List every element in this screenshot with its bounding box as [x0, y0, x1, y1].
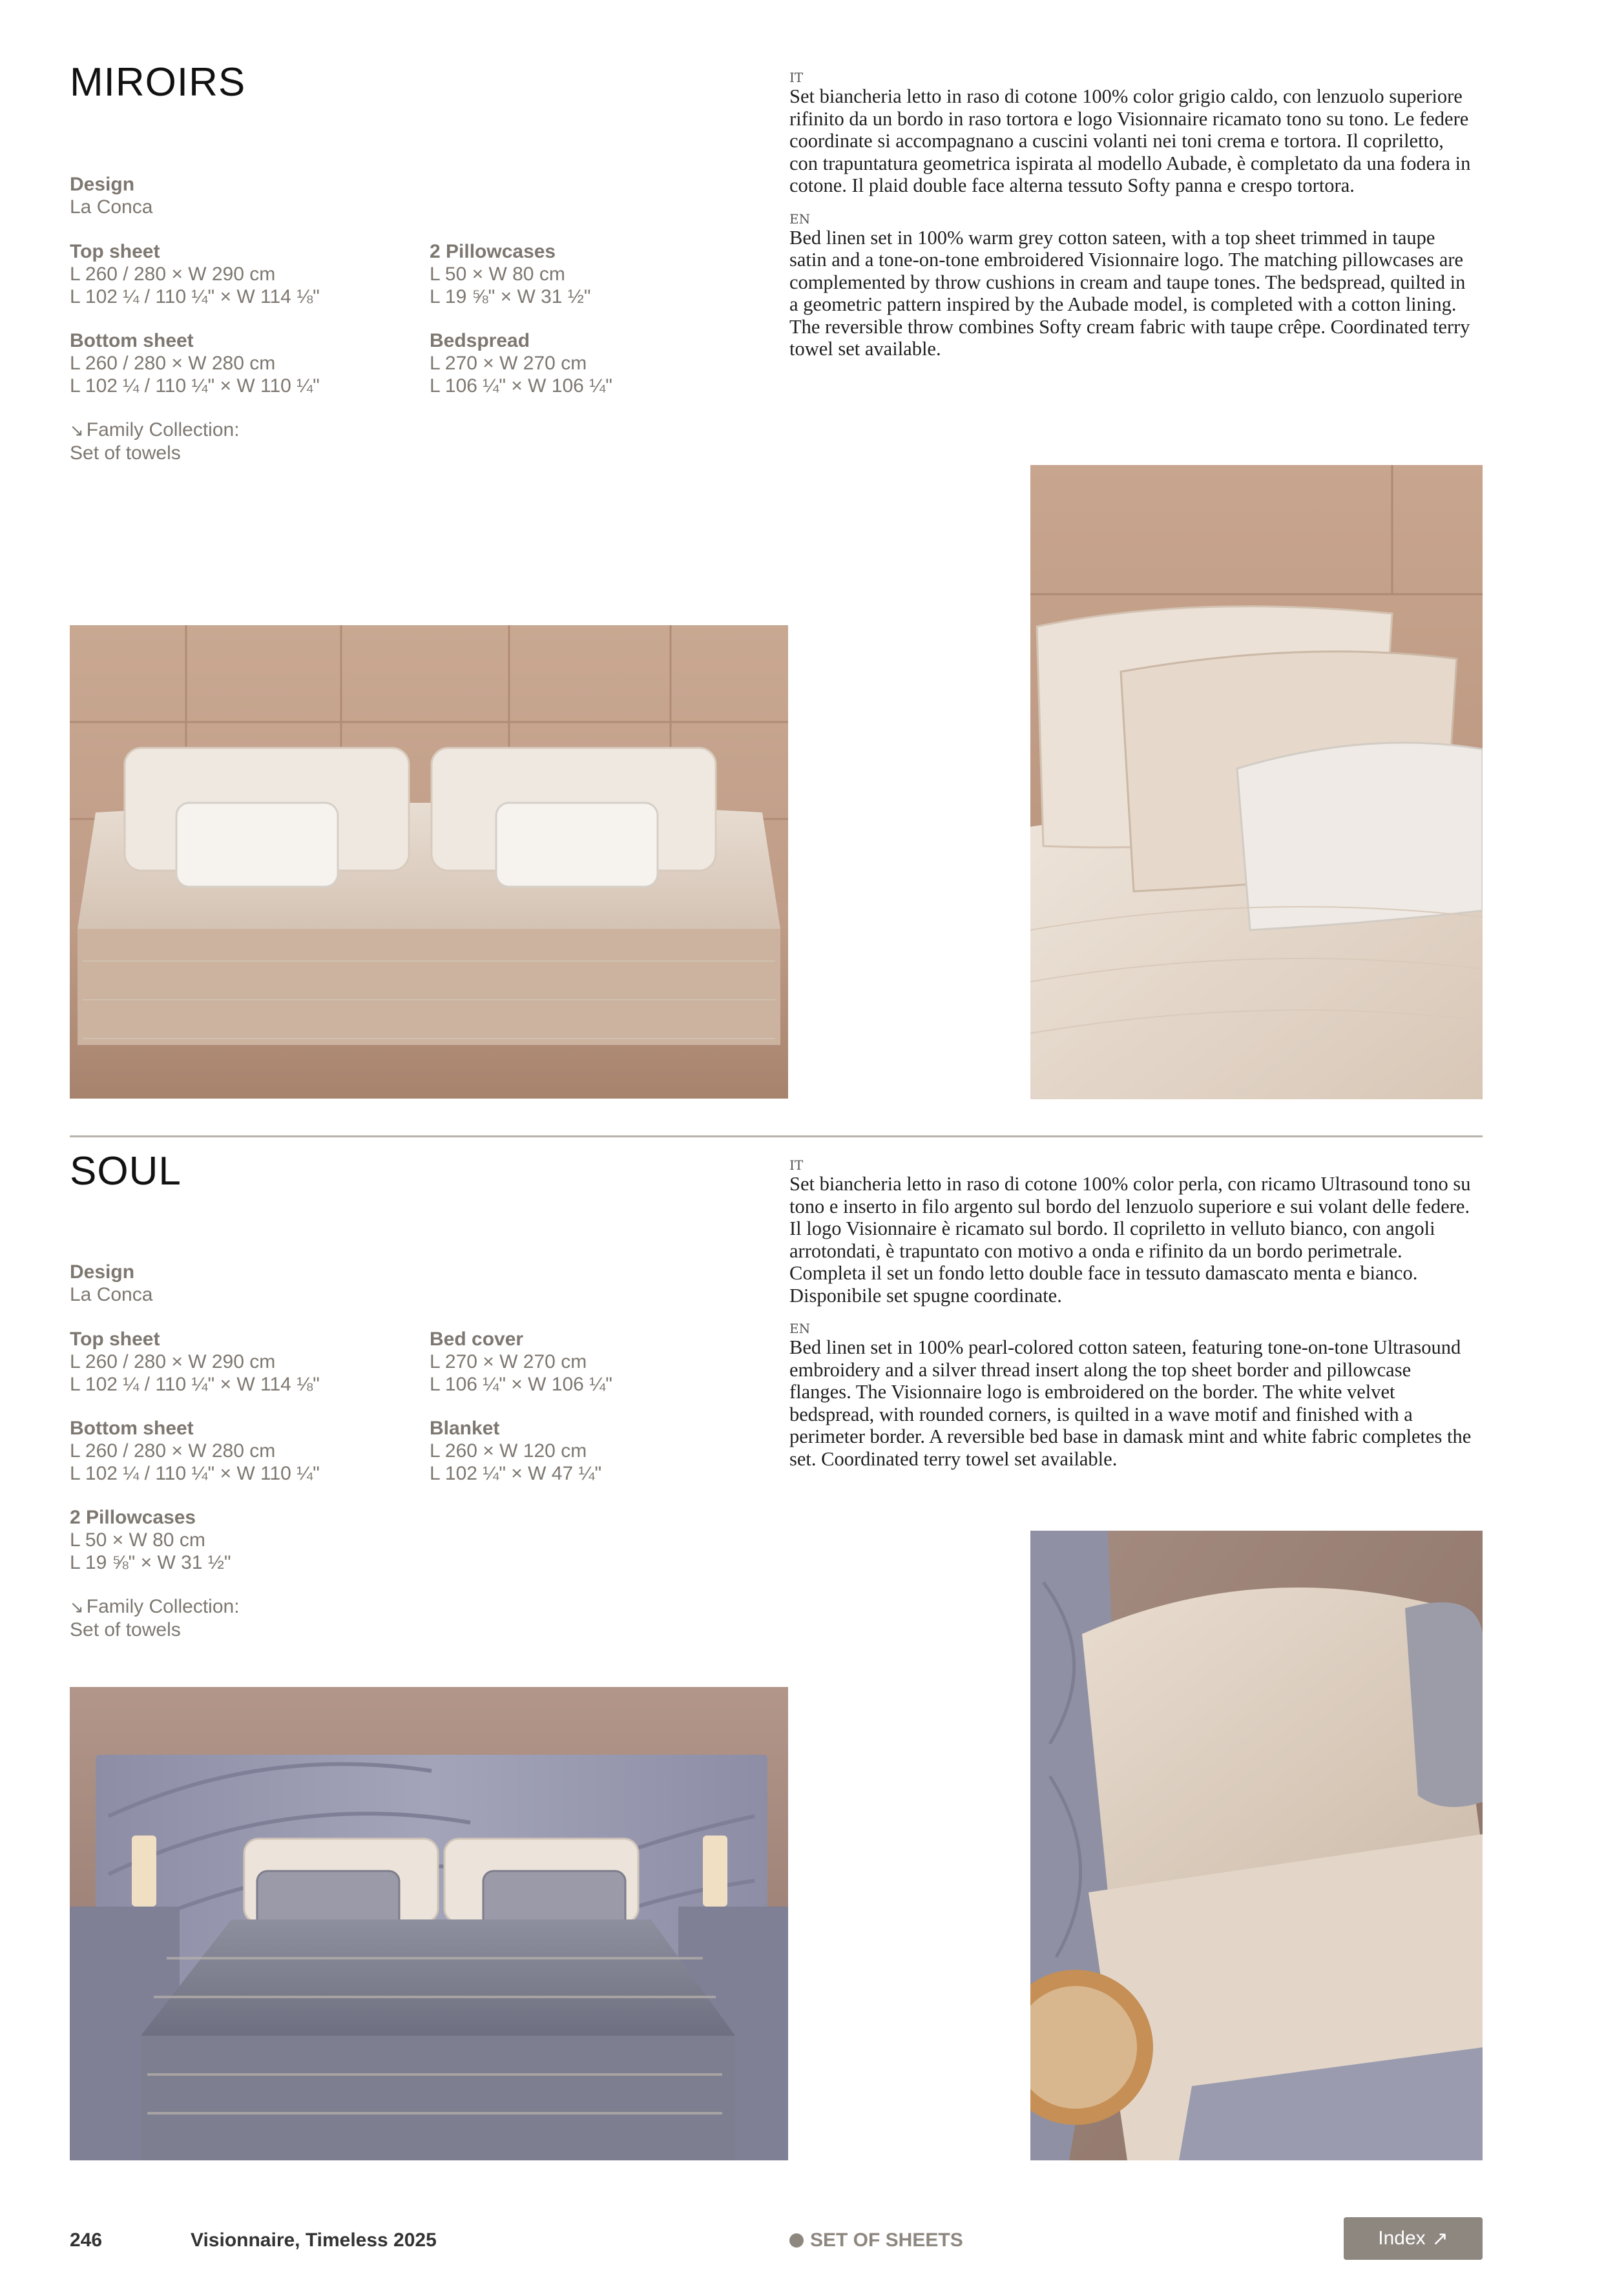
blanket-cm: L 260 × W 120 cm: [430, 1440, 587, 1462]
bed-cover-cm: L 270 × W 270 cm: [430, 1351, 587, 1372]
miroirs-detail-photo: [1030, 465, 1483, 1099]
bed-cover-label: Bed cover: [430, 1329, 524, 1350]
soul-family-collection[interactable]: [70, 1595, 240, 1641]
miroirs-family-collection[interactable]: [70, 419, 240, 464]
soul-bottom-sheet: [70, 1417, 320, 1485]
miroirs-description: [789, 70, 1475, 360]
top-sheet-cm: L 260 / 280 × W 290 cm: [70, 1351, 276, 1372]
bedspread-in: L 106 ¼" × W 106 ¼": [430, 375, 612, 397]
index-label: Index: [1378, 2228, 1426, 2249]
soul-title: SOUL: [70, 1149, 182, 1194]
bottom-sheet-label: Bottom sheet: [70, 1418, 194, 1439]
section-divider: [70, 1135, 1483, 1137]
design-value: La Conca: [70, 1284, 153, 1305]
bullet-dot-icon: [789, 2233, 804, 2248]
bedspread-label: Bedspread: [430, 330, 530, 351]
design-value: La Conca: [70, 196, 153, 218]
pillowcases-in: L 19 ⅝" × W 31 ½": [430, 286, 591, 307]
index-button[interactable]: [1344, 2217, 1483, 2260]
bottom-sheet-cm: L 260 / 280 × W 280 cm: [70, 353, 276, 374]
bottom-sheet-in: L 102 ¼ / 110 ¼" × W 110 ¼": [70, 1463, 320, 1484]
en-tag: EN: [789, 211, 811, 227]
miroirs-bottom-sheet: [70, 329, 320, 397]
arrow-down-right-icon: ↘: [70, 1597, 84, 1617]
family-label: Family Collection:: [86, 1596, 240, 1617]
bedspread-cm: L 270 × W 270 cm: [430, 353, 587, 374]
bottom-sheet-label: Bottom sheet: [70, 330, 194, 351]
en-text: Bed linen set in 100% pearl-colored cotton sateen, featuring tone-on-tone Ultrasound embroidery and a silver thread insert along the top sheet border and pillowcase flanges. The Visionnaire logo is embroidered on the border. The white velvet bedspread, with rounded corners, is quilted in a wave motif and finished with a perimeter border. A reversible bed base in damask mint and white fabric completes the set. Coordinated terry towel set available.: [789, 1336, 1472, 1470]
blanket-label: Blanket: [430, 1418, 500, 1439]
soul-bed-photo: [70, 1687, 788, 2160]
miroirs-bed-photo: [70, 625, 788, 1099]
miroirs-top-sheet: [70, 240, 320, 308]
soul-bed-cover: [430, 1328, 612, 1396]
section-tag[interactable]: [789, 2229, 963, 2251]
it-text: Set biancheria letto in raso di cotone 100% color grigio caldo, con lenzuolo superiore rifinito da un bordo in raso tortora e logo Visionnaire ricamato tono su tono. Le federe coordinate si accompagnano a cuscini volanti nei toni crema e tortora. Il copriletto, con trapuntatura geometrica ispirata al modello Aubade, è completato da una fodera in cotone. Il plaid double face alterna tessuto Softy panna e crespo tortora.: [789, 85, 1471, 196]
pillowcases-cm: L 50 × W 80 cm: [70, 1529, 205, 1551]
page-number: 246: [70, 2229, 103, 2251]
pillowcases-label: 2 Pillowcases: [70, 1507, 196, 1528]
it-tag: IT: [789, 1157, 804, 1173]
top-sheet-label: Top sheet: [70, 241, 160, 262]
top-sheet-label: Top sheet: [70, 1329, 160, 1350]
miroirs-title: MIROIRS: [70, 60, 246, 105]
miroirs-bedspread: [430, 329, 612, 397]
pillowcases-cm: L 50 × W 80 cm: [430, 264, 565, 285]
soul-design-block: [70, 1261, 152, 1306]
miroirs-design-block: [70, 173, 152, 218]
blanket-in: L 102 ¼" × W 47 ¼": [430, 1463, 602, 1484]
arrow-up-right-icon: ↗: [1432, 2228, 1448, 2249]
it-tag: IT: [789, 70, 804, 85]
pillowcases-in: L 19 ⅝" × W 31 ½": [70, 1552, 231, 1573]
miroirs-pillowcases: [430, 240, 591, 308]
design-label: Design: [70, 174, 135, 195]
pillowcases-label: 2 Pillowcases: [430, 241, 556, 262]
it-text: Set biancheria letto in raso di cotone 100% color perla, con ricamo Ultrasound tono su tono e inserto in filo argento sul bordo del lenzuolo superiore e sui volant delle federe. Il logo Visionnaire è ricamato sul bordo. Il copriletto in velluto bianco, con angoli arrotondati, è trapuntato con motivo a onda e rifinito da un bordo perimetrale. Completa il set un fondo letto double face in tessuto damascato menta e bianco. Disponibile set spugne coordinate.: [789, 1173, 1471, 1307]
soul-description: [789, 1157, 1475, 1470]
family-value: Set of towels: [70, 442, 181, 464]
soul-top-sheet: [70, 1328, 320, 1396]
top-sheet-in: L 102 ¼ / 110 ¼" × W 114 ⅛": [70, 1374, 320, 1395]
soul-pillowcases: [70, 1506, 231, 1574]
bottom-sheet-cm: L 260 / 280 × W 280 cm: [70, 1440, 276, 1462]
top-sheet-in: L 102 ¼ / 110 ¼" × W 114 ⅛": [70, 286, 320, 307]
en-tag: EN: [789, 1321, 811, 1336]
family-value: Set of towels: [70, 1619, 181, 1640]
soul-blanket: [430, 1417, 601, 1485]
soul-detail-photo: [1030, 1531, 1483, 2160]
family-label: Family Collection:: [86, 419, 240, 440]
en-text: Bed linen set in 100% warm grey cotton sateen, with a top sheet trimmed in taupe satin and a tone-on-tone embroidered Visionnaire logo. The matching pillowcases are complemented by throw cushions in cream and taupe tones. The bedspread, quilted in a geometric pattern inspired by the Aubade model, is completed with a cotton lining. The reversible throw combines Softy cream fabric with taupe crêpe. Coordinated terry towel set available.: [789, 226, 1470, 360]
top-sheet-cm: L 260 / 280 × W 290 cm: [70, 264, 276, 285]
publication-title: Visionnaire, Timeless 2025: [191, 2229, 437, 2251]
section-label: SET OF SHEETS: [810, 2229, 963, 2251]
design-label: Design: [70, 1261, 135, 1283]
bed-cover-in: L 106 ¼" × W 106 ¼": [430, 1374, 612, 1395]
bottom-sheet-in: L 102 ¼ / 110 ¼" × W 110 ¼": [70, 375, 320, 397]
arrow-down-right-icon: ↘: [70, 420, 84, 440]
